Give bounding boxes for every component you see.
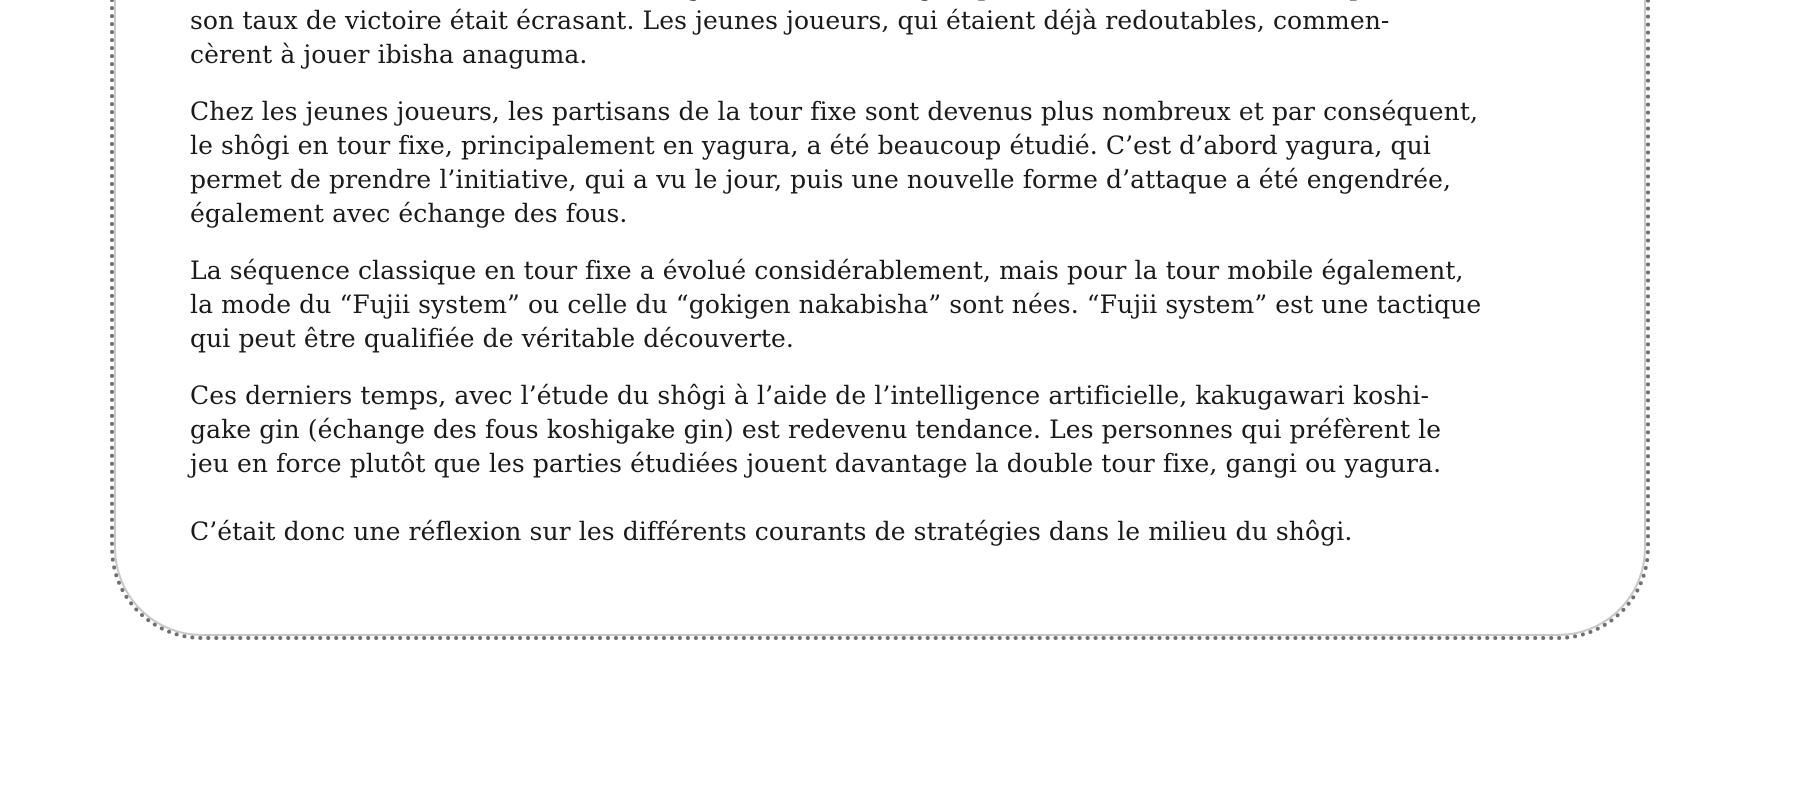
text-line: La séquence classique en tour fixe a évolué considérablement, mais pour la tour mobile également,: [190, 256, 1464, 285]
text-line: jeu en force plutôt que les parties étudiées jouent davantage la double tour fixe, gangi ou yagura.: [190, 449, 1442, 478]
text-line: le shôgi en tour fixe, principalement en yagura, a été beaucoup étudié. C’est d’abord yagura, qui: [190, 131, 1431, 160]
paragraph-1: [190, 0, 1560, 72]
text-line: permet de prendre l’initiative, qui a vu le jour, puis une nouvelle forme d’attaque a été engendrée,: [190, 165, 1452, 194]
paragraph-2: [190, 95, 1560, 231]
paragraph-5: [190, 515, 1560, 549]
paragraph-4: [190, 379, 1560, 481]
text-line: Chez les jeunes joueurs, les partisans de la tour fixe sont devenus plus nombreux et par conséquent,: [190, 97, 1479, 126]
text-line: son taux de victoire était écrasant. Les jeunes joueurs, qui étaient déjà redoutables, commen-: [190, 6, 1390, 35]
article-text: [190, 0, 1560, 572]
text-line: cèrent à jouer ibisha anaguma.: [190, 40, 588, 69]
text-line: gake gin (échange des fous koshigake gin) est redevenu tendance. Les personnes qui préfèrent le: [190, 415, 1442, 444]
text-line: C’était donc une réflexion sur les différents courants de stratégies dans le milieu du shôgi.: [190, 517, 1353, 546]
text-line: qui peut être qualifiée de véritable découverte.: [190, 324, 794, 353]
text-line: Ces derniers temps, avec l’étude du shôgi à l’aide de l’intelligence artificielle, kakugawari koshi-: [190, 381, 1430, 410]
text-line: la mode du “Fujii system” ou celle du “gokigen nakabisha” sont nées. “Fujii system” est une tactique: [190, 290, 1482, 319]
paragraph-3: [190, 254, 1560, 356]
text-line: également avec échange des fous.: [190, 199, 628, 228]
